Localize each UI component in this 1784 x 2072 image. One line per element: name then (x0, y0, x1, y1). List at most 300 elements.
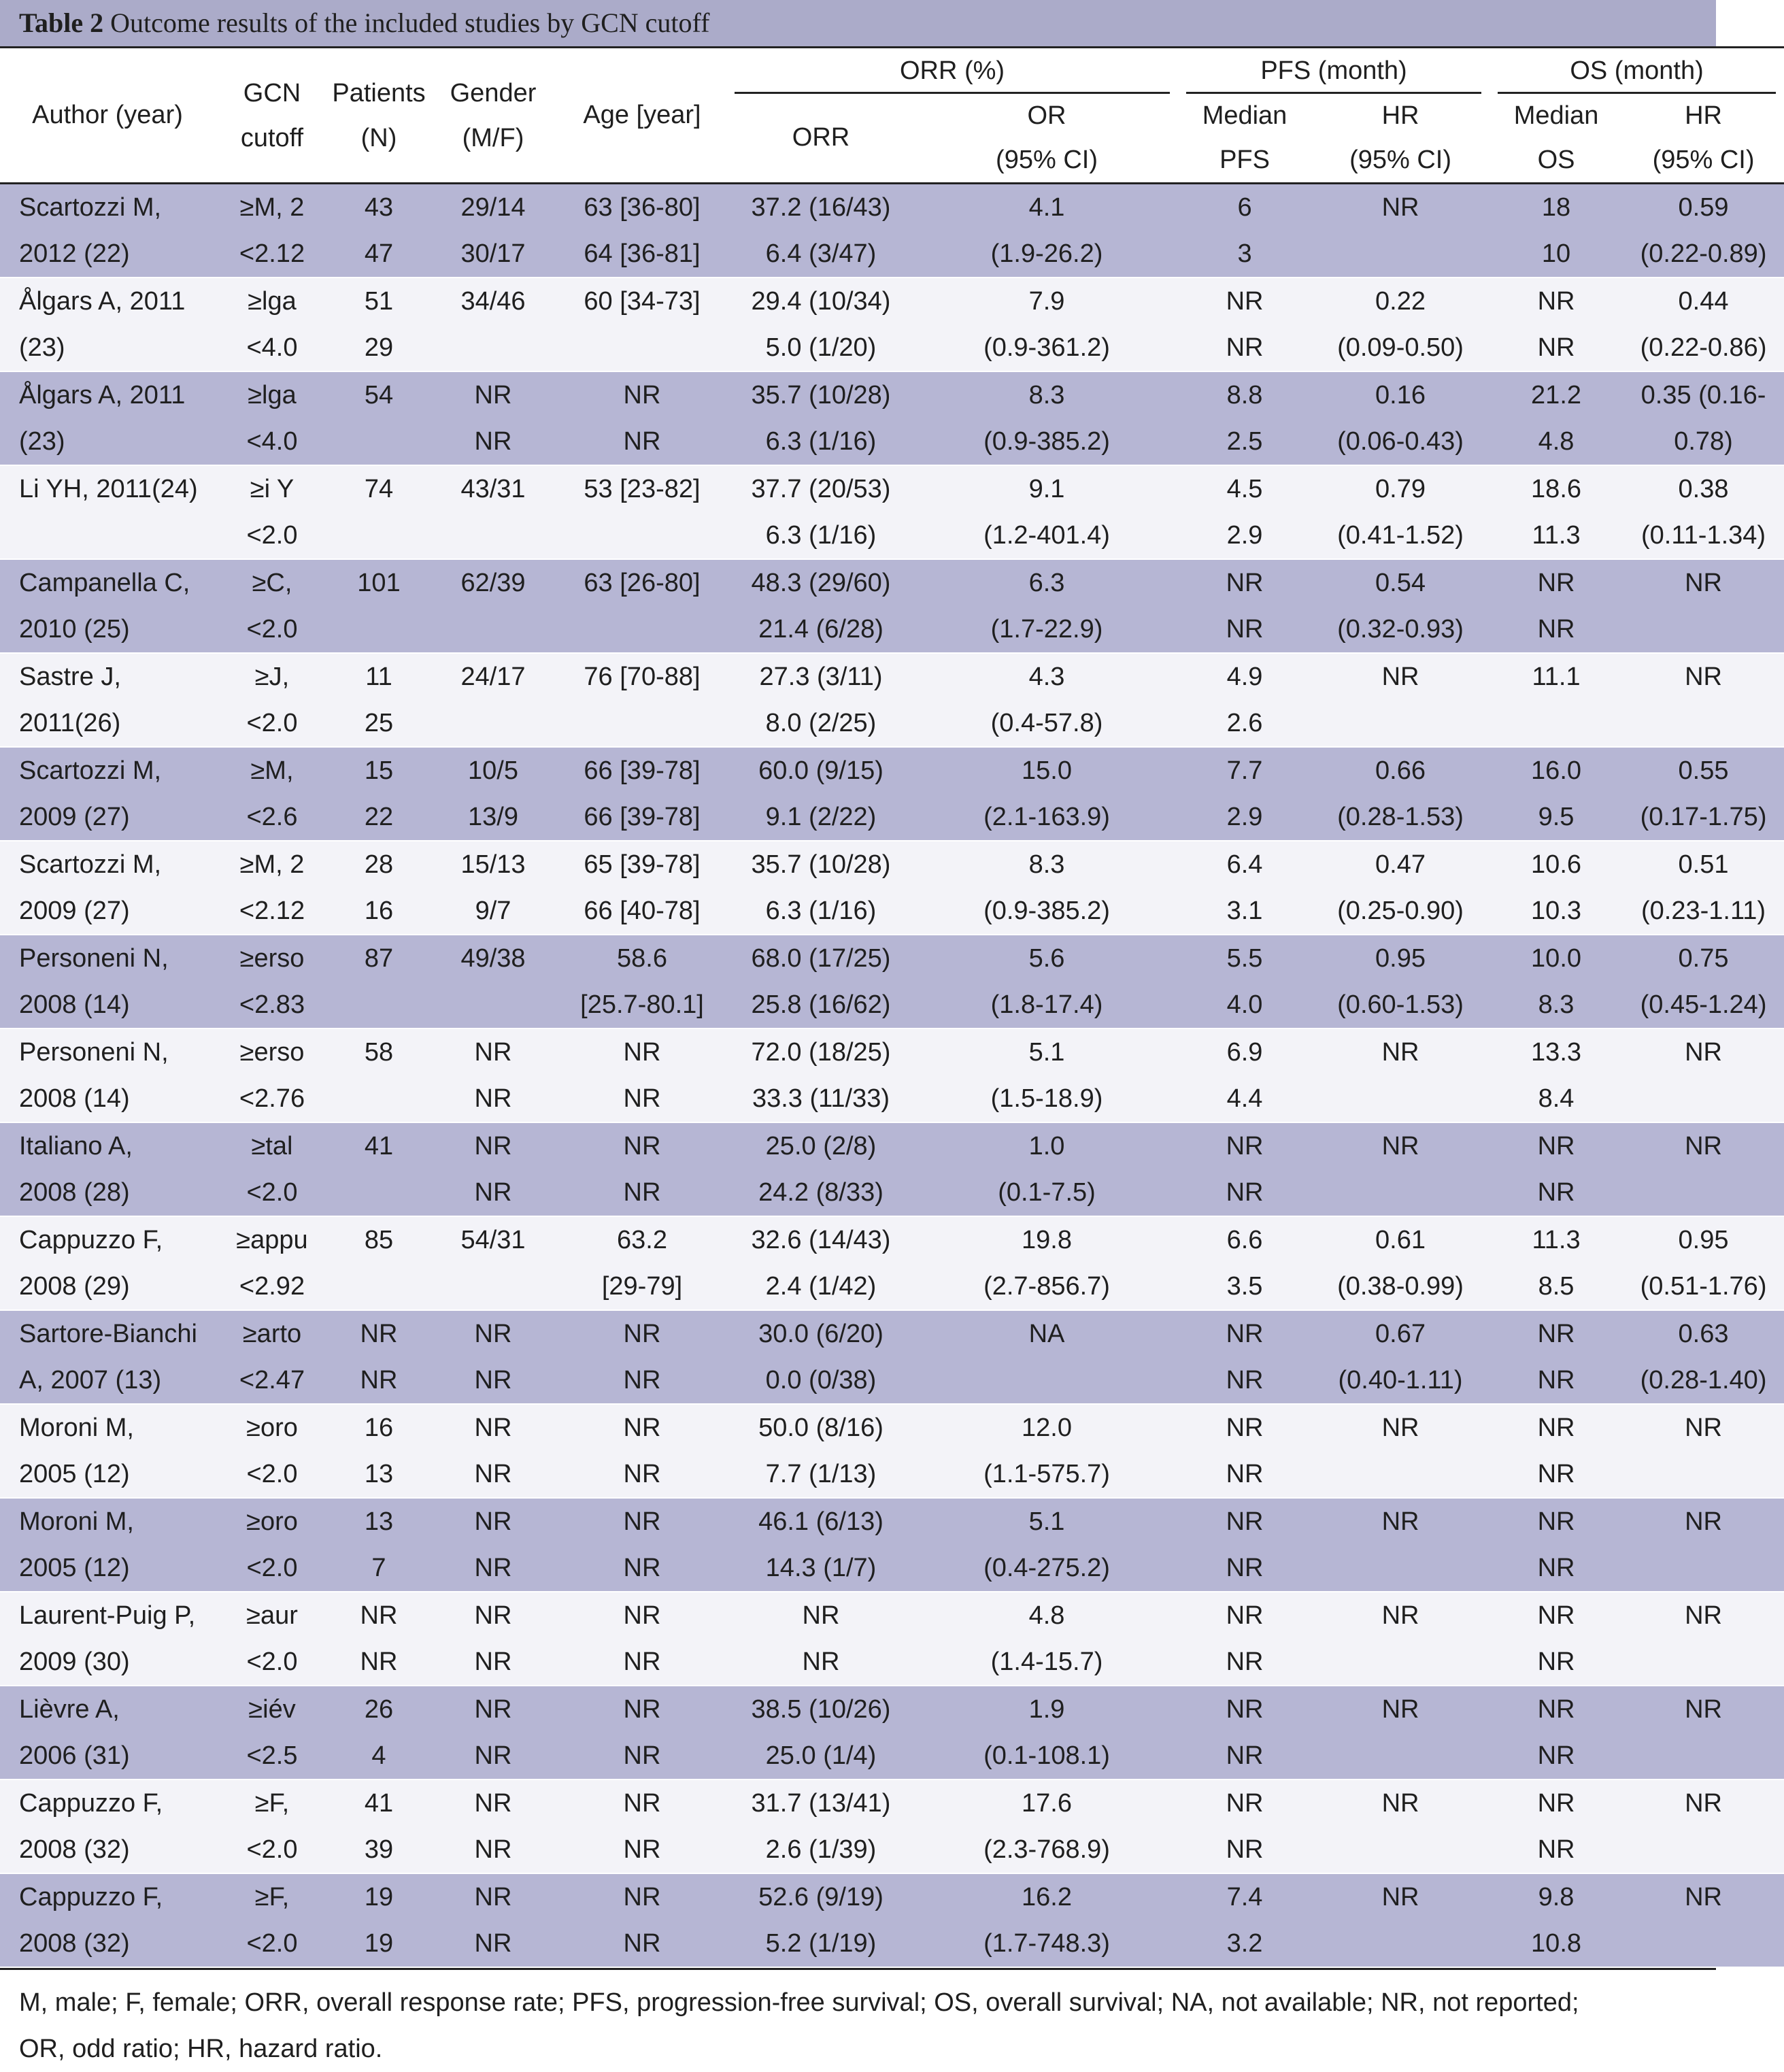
pfs-hr-cell: (0.38-0.99) (1337, 1272, 1464, 1301)
or-ci-cell: (1.4-15.7) (990, 1648, 1103, 1676)
pfs-hr-cell: 0.79 (1375, 475, 1426, 503)
orr-cell: 2.4 (1/42) (765, 1272, 877, 1301)
age-cell: 63 [36-80] (584, 193, 701, 222)
table-row (0, 1545, 1784, 1592)
patients-cell: NR (360, 1601, 398, 1630)
orr-cell: 31.7 (13/41) (751, 1789, 891, 1818)
orr-cell: 5.2 (1/19) (765, 1929, 877, 1958)
table-row (0, 888, 1784, 935)
median-pfs-cell: 2.6 (1226, 709, 1263, 737)
header-os-group (1490, 48, 1784, 94)
table-row (0, 653, 1784, 700)
pfs-hr-cell (1311, 1920, 1490, 1967)
os-hr-cell (1623, 1826, 1784, 1873)
table-row (0, 418, 1784, 465)
median-pfs-cell: 2.9 (1226, 803, 1263, 831)
gcn-cutoff-cell: ≥erso (239, 1038, 305, 1067)
orr-cell: 25.0 (1/4) (765, 1741, 877, 1770)
gender-cell: 9/7 (475, 897, 511, 925)
orr-cell: 9.1 (2/22) (765, 803, 877, 831)
os-hr-cell: NR (1685, 1695, 1722, 1724)
pfs-hr-cell (1311, 1075, 1490, 1122)
os-hr-cell: 0.75 (1678, 944, 1729, 973)
table-row (0, 1873, 1784, 1920)
orr-cell: 60.0 (9/15) (758, 756, 883, 785)
or-ci-cell: (1.7-22.9) (990, 615, 1103, 644)
pfs-hr-cell: 0.22 (1375, 287, 1426, 316)
or-ci-cell: 5.1 (1028, 1507, 1065, 1536)
median-pfs-cell: 4.4 (1226, 1084, 1263, 1113)
age-cell: [29-79] (601, 1272, 683, 1301)
or-ci-cell: 16.2 (1022, 1883, 1072, 1911)
age-cell: 76 [70-88] (584, 663, 701, 691)
age-cell: NR (623, 1366, 661, 1394)
header-gender-line2: (M/F) (462, 123, 524, 152)
gcn-cutoff-cell: <2.0 (246, 1648, 298, 1676)
patients-cell (329, 1075, 428, 1122)
header-gender (428, 48, 558, 184)
gender-cell (428, 324, 558, 371)
gender-cell: NR (474, 1178, 512, 1207)
median-os-cell: 16.0 (1531, 756, 1582, 785)
pfs-hr-cell: (0.60-1.53) (1337, 990, 1464, 1019)
pfs-hr-cell (1311, 1826, 1490, 1873)
pfs-hr-cell: 0.16 (1375, 381, 1426, 410)
header-gcn-cutoff (215, 48, 329, 184)
median-os-cell: 10.6 (1531, 850, 1582, 879)
os-hr-cell: NR (1685, 1507, 1722, 1536)
age-cell: 65 [39-78] (584, 850, 701, 879)
os-hr-cell: (0.17-1.75) (1640, 803, 1767, 831)
os-hr-cell (1623, 1169, 1784, 1216)
table-row (0, 1029, 1784, 1075)
age-cell: NR (623, 1648, 661, 1676)
patients-cell (329, 512, 428, 559)
gender-cell: NR (474, 1835, 512, 1864)
pfs-hr-cell: 0.95 (1375, 944, 1426, 973)
gender-cell: NR (474, 381, 512, 410)
gcn-cutoff-cell: ≥lga (248, 381, 297, 410)
patients-cell: 74 (364, 475, 394, 503)
orr-cell: 37.7 (20/53) (751, 475, 891, 503)
or-ci-cell: (0.1-108.1) (983, 1741, 1110, 1770)
header-orr-group (726, 48, 1178, 94)
header-pfs-hr: HR (1381, 101, 1419, 130)
orr-cell: 29.4 (10/34) (751, 287, 891, 316)
or-ci-cell: 9.1 (1028, 475, 1065, 503)
median-os-cell: 18.6 (1531, 475, 1582, 503)
patients-cell: 85 (364, 1226, 394, 1254)
gender-cell: NR (474, 1038, 512, 1067)
gender-cell: NR (474, 427, 512, 456)
orr-cell: 21.4 (6/28) (758, 615, 883, 644)
table-row (0, 324, 1784, 371)
median-os-cell: NR (1537, 1507, 1575, 1536)
orr-cell: 32.6 (14/43) (751, 1226, 891, 1254)
table-caption-text: Outcome results of the included studies by GCN cutoff (110, 7, 710, 38)
os-hr-cell: NR (1685, 1789, 1722, 1818)
or-ci-cell: (0.4-275.2) (983, 1554, 1110, 1582)
orr-cell: 6.3 (1/16) (765, 427, 877, 456)
median-pfs-cell: NR (1226, 1741, 1264, 1770)
table-row (0, 700, 1784, 747)
gender-cell: NR (474, 1132, 512, 1160)
header-os-hr-ci: (95% CI) (1623, 139, 1784, 184)
gcn-cutoff-cell: <2.0 (246, 709, 298, 737)
or-ci-cell: 4.1 (1028, 193, 1065, 222)
median-os-cell: NR (1537, 1741, 1575, 1770)
gcn-cutoff-cell: <2.83 (239, 990, 305, 1019)
os-hr-cell: (0.22-0.89) (1640, 239, 1767, 268)
median-pfs-cell: 8.8 (1226, 381, 1263, 410)
gcn-cutoff-cell: ≥iév (248, 1695, 296, 1724)
gender-cell: NR (474, 1695, 512, 1724)
author-cell: Sartore-Bianchi (19, 1320, 197, 1348)
median-pfs-cell: NR (1226, 1178, 1264, 1207)
header-author: Author (year) (0, 48, 215, 184)
author-cell: Sastre J, (19, 663, 121, 691)
orr-cell: 33.3 (11/33) (752, 1084, 890, 1113)
pfs-hr-cell: NR (1381, 1132, 1419, 1160)
gender-cell: NR (474, 1789, 512, 1818)
table-row (0, 1920, 1784, 1967)
os-hr-cell: NR (1685, 1601, 1722, 1630)
table-body (0, 184, 1784, 1968)
median-os-cell: NR (1537, 1414, 1575, 1442)
os-hr-cell (1623, 1545, 1784, 1592)
median-pfs-cell: 4.9 (1226, 663, 1263, 691)
gcn-cutoff-cell: <2.0 (246, 1554, 298, 1582)
or-ci-cell: 12.0 (1022, 1414, 1072, 1442)
patients-cell: 22 (364, 803, 394, 831)
os-hr-cell: 0.44 (1678, 287, 1729, 316)
or-ci-cell: (1.9-26.2) (990, 239, 1103, 268)
median-os-cell: 9.8 (1538, 1883, 1575, 1911)
os-hr-cell (1623, 606, 1784, 653)
age-cell: NR (623, 1507, 661, 1536)
gender-cell (428, 1263, 558, 1310)
author-cell: Scartozzi M, (19, 193, 162, 222)
pfs-hr-cell: (0.25-0.90) (1337, 897, 1464, 925)
median-pfs-cell: 2.9 (1226, 521, 1263, 550)
median-pfs-cell: NR (1226, 1695, 1264, 1724)
header-median-pfs: Median (1202, 101, 1287, 130)
author-cell: 2009 (27) (19, 897, 130, 925)
os-hr-cell: (0.51-1.76) (1640, 1272, 1767, 1301)
table-row (0, 841, 1784, 888)
table-row (0, 371, 1784, 418)
patients-cell: 13 (364, 1460, 394, 1488)
gcn-cutoff-cell: <2.0 (246, 1460, 298, 1488)
patients-cell: 54 (364, 381, 394, 410)
header-patients-line1: Patients (332, 78, 426, 107)
table-row (0, 1498, 1784, 1545)
header-patients-line2: (N) (360, 123, 397, 152)
os-hr-cell: 0.63 (1678, 1320, 1729, 1348)
author-cell: 2010 (25) (19, 615, 130, 644)
median-pfs-cell: NR (1226, 1835, 1264, 1864)
median-pfs-cell: 3.2 (1226, 1929, 1263, 1958)
orr-cell: NR (802, 1601, 840, 1630)
patients-cell: NR (360, 1648, 398, 1676)
patients-cell: 11 (365, 663, 392, 691)
orr-cell: 48.3 (29/60) (751, 569, 891, 597)
header-or-ci: (95% CI) (915, 139, 1178, 184)
patients-cell: 19 (364, 1883, 394, 1911)
median-pfs-cell: 2.5 (1226, 427, 1263, 456)
or-ci-cell: 17.6 (1022, 1789, 1072, 1818)
median-os-cell: 8.5 (1538, 1272, 1575, 1301)
age-cell: NR (623, 1835, 661, 1864)
patients-cell (329, 982, 428, 1029)
age-cell: NR (623, 1038, 661, 1067)
median-pfs-cell: 6.9 (1226, 1038, 1263, 1067)
header-age: Age [year] (558, 48, 726, 184)
median-os-cell: NR (1537, 1789, 1575, 1818)
header-gender-line1: Gender (450, 78, 537, 107)
or-ci-cell: 1.0 (1028, 1132, 1065, 1160)
or-ci-cell: 8.3 (1028, 381, 1065, 410)
median-os-cell: 8.3 (1538, 990, 1575, 1019)
gender-cell (428, 606, 558, 653)
gcn-cutoff-cell: ≥oro (246, 1507, 298, 1536)
orr-cell: 37.2 (16/43) (751, 193, 891, 222)
pfs-hr-cell: (0.41-1.52) (1337, 521, 1464, 550)
orr-cell: 24.2 (8/33) (758, 1178, 883, 1207)
author-cell: Ålgars A, 2011 (19, 287, 186, 316)
median-pfs-cell: NR (1226, 569, 1264, 597)
or-ci-cell: 7.9 (1028, 287, 1065, 316)
age-cell: NR (623, 427, 661, 456)
table-row (0, 278, 1784, 324)
median-pfs-cell: 5.5 (1226, 944, 1263, 973)
orr-cell: 25.8 (16/62) (751, 990, 891, 1019)
table-row (0, 1310, 1784, 1357)
patients-cell: 51 (364, 287, 394, 316)
median-pfs-cell: 7.4 (1226, 1883, 1263, 1911)
table-row (0, 606, 1784, 653)
os-hr-cell (1623, 1075, 1784, 1122)
gcn-cutoff-cell: <2.0 (246, 521, 298, 550)
gcn-cutoff-cell: ≥oro (246, 1414, 298, 1442)
orr-cell: 7.7 (1/13) (765, 1460, 877, 1488)
header-median-os: Median (1513, 101, 1599, 130)
author-cell: 2012 (22) (19, 239, 130, 268)
patients-cell: 43 (364, 193, 394, 222)
median-os-cell: 11.1 (1532, 663, 1581, 691)
os-hr-cell: NR (1685, 1414, 1722, 1442)
os-hr-cell (1623, 700, 1784, 747)
author-cell: (23) (19, 427, 65, 456)
age-cell: 63.2 (617, 1226, 667, 1254)
median-pfs-cell: NR (1226, 1366, 1264, 1394)
gender-cell: 34/46 (460, 287, 526, 316)
pfs-hr-cell: NR (1381, 1789, 1419, 1818)
pfs-hr-cell: NR (1381, 1038, 1419, 1067)
os-hr-cell: 0.78) (1674, 427, 1733, 456)
author-cell: 2009 (27) (19, 803, 130, 831)
os-hr-cell: 0.59 (1678, 193, 1729, 222)
gender-cell (428, 700, 558, 747)
gender-cell: NR (474, 1929, 512, 1958)
pfs-hr-cell: (0.32-0.93) (1337, 615, 1464, 644)
gender-cell: 24/17 (460, 663, 526, 691)
os-hr-cell (1623, 1639, 1784, 1686)
author-cell: 2008 (14) (19, 1084, 130, 1113)
gcn-cutoff-cell: ≥M, 2 (239, 193, 305, 222)
table-caption (0, 0, 1716, 46)
table-row (0, 1779, 1784, 1826)
median-os-cell: NR (1537, 1366, 1575, 1394)
gender-cell: NR (474, 1741, 512, 1770)
orr-cell: 35.7 (10/28) (751, 850, 891, 879)
os-hr-cell: 0.55 (1678, 756, 1729, 785)
author-cell: Cappuzzo F, (19, 1789, 163, 1818)
median-pfs-cell: NR (1226, 1320, 1264, 1348)
median-pfs-cell: 3.5 (1226, 1272, 1263, 1301)
median-pfs-cell: 3.1 (1226, 897, 1263, 925)
pfs-hr-cell: 0.61 (1375, 1226, 1426, 1254)
pfs-hr-cell: NR (1381, 663, 1419, 691)
pfs-hr-cell: (0.06-0.43) (1337, 427, 1464, 456)
median-os-cell: NR (1537, 1132, 1575, 1160)
orr-cell: 72.0 (18/25) (751, 1038, 891, 1067)
age-cell: NR (623, 1695, 661, 1724)
age-cell: NR (623, 1741, 661, 1770)
age-cell: 66 [39-78] (584, 756, 701, 785)
table-row (0, 1592, 1784, 1639)
pfs-hr-cell (1311, 231, 1490, 278)
or-ci-cell: (0.4-57.8) (990, 709, 1103, 737)
author-cell: (23) (19, 333, 65, 362)
pfs-hr-cell: NR (1381, 193, 1419, 222)
median-pfs-cell: NR (1226, 1554, 1264, 1582)
pfs-hr-cell (1311, 1169, 1490, 1216)
gcn-cutoff-cell: ≥C, (252, 569, 292, 597)
gcn-cutoff-cell: ≥appu (236, 1226, 308, 1254)
orr-cell: 14.3 (1/7) (765, 1554, 877, 1582)
gcn-cutoff-cell: ≥arto (242, 1320, 302, 1348)
orr-cell: 35.7 (10/28) (751, 381, 891, 410)
table-row (0, 1122, 1784, 1169)
table-row (0, 1357, 1784, 1404)
os-hr-cell: (0.45-1.24) (1640, 990, 1767, 1019)
median-pfs-cell: NR (1226, 1789, 1264, 1818)
gender-cell: 10/5 (468, 756, 518, 785)
orr-cell: 38.5 (10/26) (751, 1695, 891, 1724)
or-ci-cell: (1.2-401.4) (983, 521, 1110, 550)
orr-cell: 6.3 (1/16) (765, 521, 877, 550)
pfs-hr-cell: (0.09-0.50) (1337, 333, 1464, 362)
os-hr-cell: NR (1685, 1038, 1722, 1067)
or-ci-cell (915, 1357, 1178, 1404)
age-cell (558, 606, 726, 653)
table-row (0, 1263, 1784, 1310)
gcn-cutoff-cell: ≥i Y (250, 475, 294, 503)
gender-cell: 13/9 (468, 803, 518, 831)
median-os-cell: 18 (1541, 193, 1571, 222)
gender-cell: NR (474, 1414, 512, 1442)
orr-cell: 0.0 (0/38) (765, 1366, 877, 1394)
age-cell: 66 [39-78] (584, 803, 701, 831)
or-ci-cell: (1.1-575.7) (983, 1460, 1110, 1488)
median-os-cell: NR (1537, 1601, 1575, 1630)
table-row (0, 1169, 1784, 1216)
gender-cell: NR (474, 1883, 512, 1911)
median-os-cell: NR (1537, 1320, 1575, 1348)
header-gcn-line1: GCN (243, 78, 301, 107)
outcome-table (0, 46, 1784, 1968)
gender-cell: NR (474, 1084, 512, 1113)
gcn-cutoff-cell: ≥erso (239, 944, 305, 973)
median-pfs-cell: NR (1226, 615, 1264, 644)
orr-cell: 6.4 (3/47) (765, 239, 877, 268)
author-cell: Personeni N, (19, 944, 169, 973)
median-os-cell: NR (1537, 615, 1575, 644)
orr-cell: 5.0 (1/20) (765, 333, 877, 362)
patients-cell: NR (360, 1320, 398, 1348)
os-hr-cell (1623, 1451, 1784, 1498)
header-orr-group-label: ORR (%) (899, 56, 1005, 85)
median-os-cell: NR (1537, 287, 1575, 316)
or-ci-cell: (2.3-768.9) (983, 1835, 1110, 1864)
or-ci-cell: (1.7-748.3) (983, 1929, 1110, 1958)
pfs-hr-cell: NR (1381, 1601, 1419, 1630)
author-cell: Li YH, 2011(24) (19, 475, 198, 503)
os-hr-cell: NR (1685, 1883, 1722, 1911)
gcn-cutoff-cell: <2.47 (239, 1366, 305, 1394)
or-ci-cell: 6.3 (1028, 569, 1065, 597)
os-hr-cell (1623, 1920, 1784, 1967)
median-pfs-cell: 3 (1237, 239, 1252, 268)
os-hr-cell: 0.38 (1678, 475, 1729, 503)
gcn-cutoff-cell: <2.0 (246, 1178, 298, 1207)
median-os-cell: 13.3 (1531, 1038, 1582, 1067)
author-cell: Scartozzi M, (19, 756, 162, 785)
median-os-cell: NR (1537, 569, 1575, 597)
gcn-cutoff-cell: ≥F, (254, 1789, 290, 1818)
patients-cell: 101 (357, 569, 401, 597)
patients-cell: 39 (364, 1835, 394, 1864)
pfs-hr-cell: NR (1381, 1507, 1419, 1536)
table-row (0, 1075, 1784, 1122)
patients-cell: 28 (364, 850, 394, 879)
table-footnote (0, 1968, 1716, 2072)
pfs-hr-cell: 0.54 (1375, 569, 1426, 597)
patients-cell: 25 (364, 709, 394, 737)
patients-cell: 26 (364, 1695, 394, 1724)
orr-cell: NR (802, 1648, 840, 1676)
median-pfs-cell: 6.4 (1226, 850, 1263, 879)
os-hr-cell: NR (1685, 569, 1722, 597)
author-cell: Cappuzzo F, (19, 1226, 163, 1254)
os-hr-cell: (0.23-1.11) (1641, 897, 1766, 925)
header-or: OR (1027, 101, 1066, 130)
or-ci-cell: 4.8 (1028, 1601, 1065, 1630)
author-cell: A, 2007 (13) (19, 1366, 162, 1394)
table-row (0, 231, 1784, 278)
gender-cell: 43/31 (460, 475, 526, 503)
median-os-cell: 10.3 (1531, 897, 1582, 925)
or-ci-cell: NA (1028, 1320, 1065, 1348)
os-hr-cell: 0.95 (1678, 1226, 1729, 1254)
author-cell: 2008 (28) (19, 1178, 130, 1207)
age-cell: NR (623, 1320, 661, 1348)
age-cell (558, 324, 726, 371)
or-ci-cell: (1.8-17.4) (990, 990, 1103, 1019)
header-gcn-line2: cutoff (240, 123, 304, 152)
pfs-hr-cell (1311, 1545, 1490, 1592)
